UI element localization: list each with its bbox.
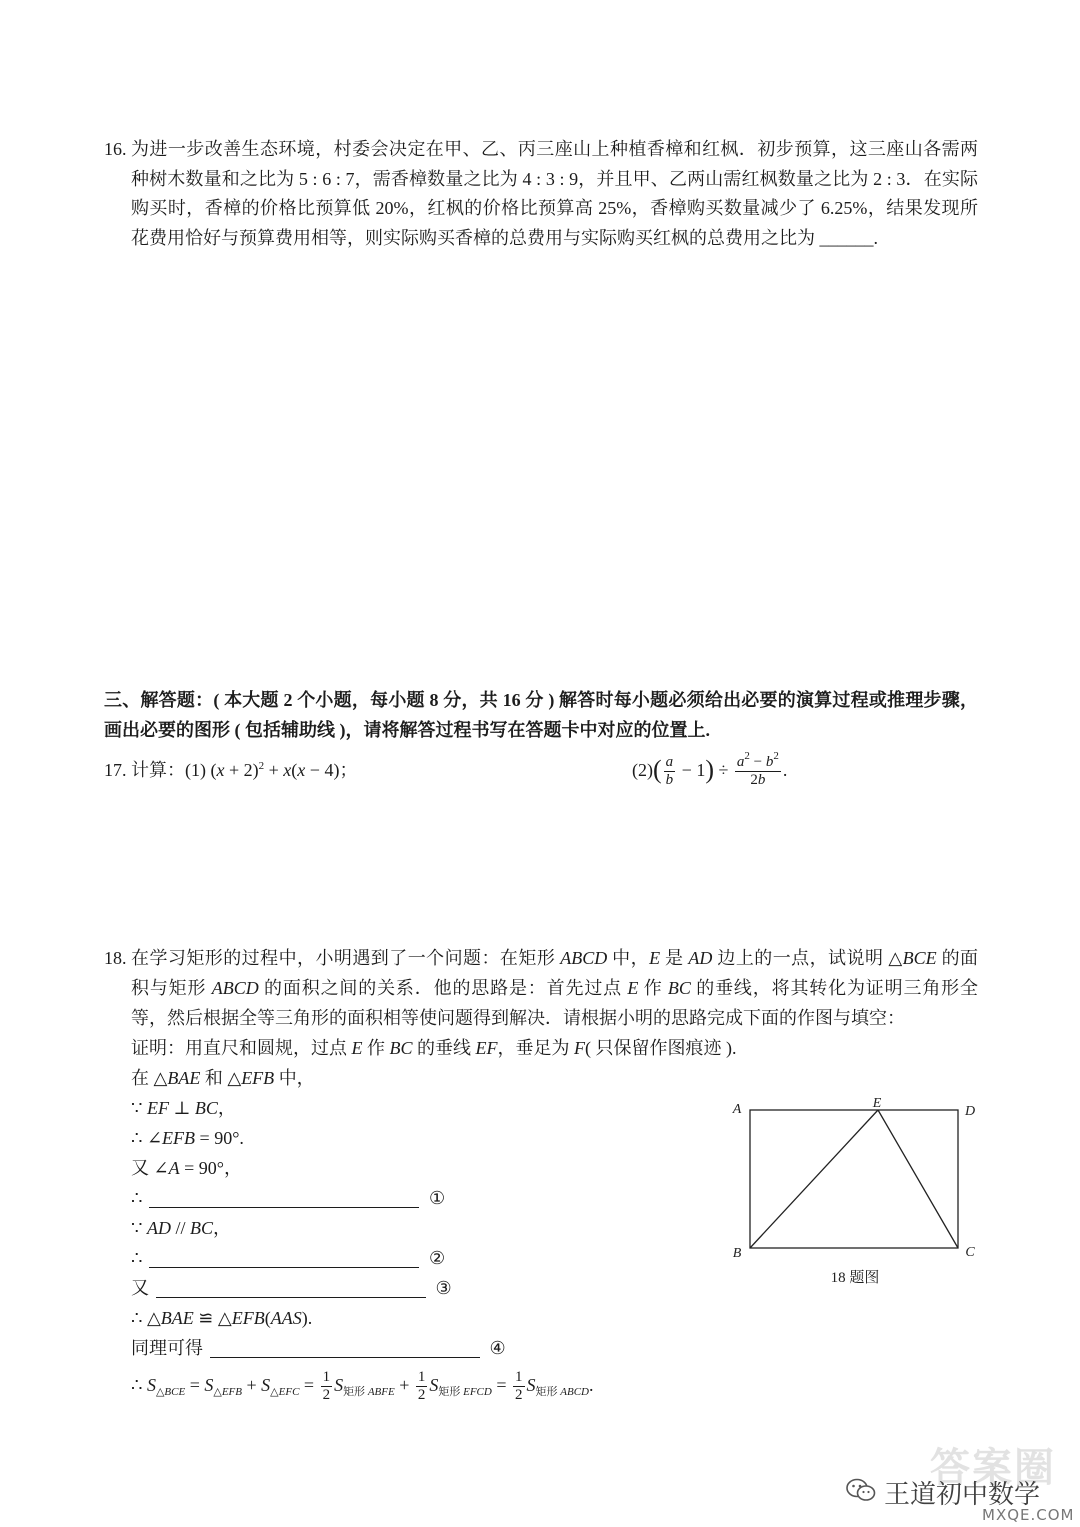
vertex-label-d: D — [964, 1104, 976, 1119]
math-variable: BCE — [902, 948, 937, 968]
math-variable: x — [283, 760, 292, 780]
text-run: 2 — [773, 750, 779, 763]
text-run: ∴ △ — [131, 1308, 161, 1328]
text-line — [131, 194, 978, 224]
text-run: 2 — [258, 760, 265, 772]
numerator — [416, 1369, 428, 1387]
math-variable: S — [526, 1375, 536, 1395]
text-run: 画出必要的图形 ( 包括辅助线 )，请将解答过程书写在答题卡中对应的位置上. — [104, 720, 710, 740]
watermark-site: MXQE.COM — [982, 1506, 1075, 1524]
rectangle-abcd — [750, 1110, 958, 1248]
text-run: ∴ ∠ — [131, 1128, 163, 1148]
text-run: + 2) — [224, 760, 259, 780]
math-variable: EFCD — [463, 1386, 492, 1398]
answer-blank — [149, 1189, 419, 1208]
math-variable: ABFE — [367, 1386, 395, 1398]
watermark-account-name: 王道初中数学 — [884, 1480, 1041, 1510]
text-run: 购买时，香樟的价格比预算低 20%，红枫的价格比预算高 25%，香樟购买数量减少了 6.25%，结果发现所 — [131, 198, 978, 218]
math-variable: AD — [688, 948, 713, 968]
text-run: ( — [264, 1308, 271, 1328]
answer-blank — [156, 1279, 426, 1298]
text-line — [131, 973, 978, 1003]
math-variable: a — [736, 754, 745, 771]
question-16-text — [104, 135, 978, 253]
text-run: 又 ∠ — [131, 1158, 169, 1178]
text-run: (2) — [632, 760, 653, 780]
text-run: 中， — [274, 1068, 315, 1088]
math-variable: x — [297, 760, 306, 780]
text-run: ÷ — [714, 760, 733, 780]
math-variable: S — [334, 1375, 344, 1395]
text-run: . — [588, 1375, 594, 1395]
math-variable: E — [627, 978, 639, 998]
text-run: 2 — [750, 772, 758, 789]
math-variable: b — [665, 772, 674, 789]
text-run: 在 △ — [131, 1068, 168, 1088]
text-run: 等，然后根据全等三角形的面积相等使问题得到解决．请根据小明的思路完成下面的作图与填空： — [131, 1008, 905, 1028]
text-run: 是 — [660, 948, 689, 968]
subscript — [156, 1386, 185, 1398]
text-run: 2 — [322, 1387, 331, 1404]
text-run: // — [170, 1218, 190, 1238]
text-run: 花费用恰好与预算费用相等，则实际购买香樟的总费用与实际购买红枫的总费用之比为 ______. — [131, 227, 878, 248]
section-3-text — [104, 685, 978, 745]
math-variable: S — [146, 1375, 156, 1395]
text-line — [104, 685, 978, 715]
text-run: 的面积之间的关系．他的思路是：首先过点 — [258, 978, 628, 998]
numerator — [513, 1369, 525, 1387]
text-run: 为进一步改善生态环境，村委会决定在甲、乙、丙三座山上种植香樟和红枫．初步预算，这三座山各需两 — [131, 139, 978, 159]
denominator — [748, 772, 767, 789]
math-variable: EFB — [162, 1128, 196, 1148]
text-run: ，垂足为 — [497, 1038, 575, 1058]
text-line — [131, 1303, 978, 1333]
math-variable: S — [429, 1375, 439, 1395]
text-run: △ — [213, 1386, 222, 1398]
math-variable: EFB — [221, 1386, 242, 1398]
numerator — [321, 1369, 333, 1387]
subscript — [270, 1386, 299, 1398]
text-run: ∴ — [131, 1188, 147, 1208]
question-17-part-2 — [632, 748, 787, 792]
math-variable: BC — [389, 1038, 413, 1058]
text-run: − — [749, 754, 766, 771]
text-run: ∴ — [131, 1248, 147, 1268]
subscript — [213, 1386, 242, 1398]
text-run: ， — [212, 1218, 231, 1238]
text-run: 边上的一点，试说明 △ — [712, 948, 903, 968]
text-run: 2 — [744, 750, 750, 763]
text-run: − 1 — [677, 760, 706, 780]
text-line — [104, 715, 978, 745]
text-line — [131, 1333, 978, 1363]
blank-number: ③ — [435, 1278, 452, 1298]
math-variable: ABCD — [211, 978, 259, 998]
numerator — [664, 754, 676, 772]
text-run: + — [394, 1375, 414, 1395]
math-variable: E — [649, 948, 661, 968]
text-line — [131, 943, 978, 973]
question-number: 16. — [104, 139, 127, 159]
text-run: 中， — [607, 948, 650, 968]
math-variable: BC — [194, 1098, 218, 1118]
text-run: 矩形 — [438, 1386, 464, 1398]
text-run: △ — [270, 1386, 279, 1398]
text-run: 证明：用直尺和圆规，过点 — [131, 1038, 352, 1058]
math-variable: EFB — [231, 1308, 265, 1328]
text-run: . — [782, 760, 788, 780]
text-run: ∴ — [131, 1375, 147, 1395]
question-18-figure — [720, 1090, 990, 1290]
text-run: + — [242, 1375, 262, 1395]
vertex-label-b: B — [732, 1246, 742, 1261]
math-variable: E — [351, 1038, 363, 1058]
text-run: ( — [291, 760, 298, 780]
text-run: ， — [217, 1098, 236, 1118]
wechat-icon — [846, 1477, 876, 1503]
question-number: 17. — [104, 760, 127, 780]
watermark-logo: 答案圈 — [930, 1445, 1056, 1490]
math-variable: A — [168, 1158, 180, 1178]
math-variable: EF — [146, 1098, 169, 1118]
text-run: ( 只保留作图痕迹 ). — [585, 1038, 737, 1058]
question-number: 18. — [104, 948, 127, 968]
text-run: 1 — [515, 1369, 523, 1386]
text-run: 的垂线，将其转化为证明三角形全 — [690, 978, 979, 998]
text-run: 计算：(1) ( — [131, 760, 217, 780]
fraction — [664, 754, 676, 789]
math-variable: BAE — [167, 1068, 201, 1088]
denominator — [513, 1387, 525, 1404]
text-run: ∵ — [131, 1098, 147, 1118]
text-run: = 90°， — [179, 1158, 242, 1178]
text-run: 矩形 — [535, 1386, 561, 1398]
math-variable: BC — [667, 978, 691, 998]
answer-blank — [210, 1339, 480, 1358]
text-run: 积与矩形 — [131, 978, 212, 998]
blank-number: ④ — [489, 1338, 506, 1358]
question-16 — [104, 135, 978, 253]
math-variable: BC — [189, 1218, 213, 1238]
math-variable: EFC — [278, 1386, 300, 1398]
text-run: 1 — [322, 1369, 331, 1386]
text-line — [131, 135, 978, 165]
text-run: 同理可得 — [131, 1338, 208, 1358]
text-run: = 90°. — [195, 1128, 244, 1148]
math-variable: EFB — [241, 1068, 275, 1088]
math-variable: x — [216, 760, 225, 780]
text-run: ∵ — [131, 1218, 147, 1238]
math-variable: b — [757, 772, 766, 789]
text-run: 种树木数量和之比为 5 : 6 : 7，需香樟数量之比为 4 : 3 : 9，并且甲、乙两山需红枫数量之比为 2 : 3．在实际 — [131, 168, 978, 189]
vertex-label-e: E — [872, 1096, 882, 1111]
math-variable: S — [204, 1375, 214, 1395]
math-variable: b — [765, 754, 774, 771]
math-variable: AD — [146, 1218, 171, 1238]
text-run: = — [299, 1375, 319, 1395]
text-run: 在学习矩形的过程中，小明遇到了一个问题：在矩形 — [131, 948, 561, 968]
vertex-label-a: A — [732, 1102, 742, 1117]
subscript — [438, 1386, 491, 1398]
vertex-label-c: C — [965, 1245, 975, 1260]
math-variable: S — [261, 1375, 271, 1395]
text-line — [131, 1363, 978, 1407]
text-run: △ — [155, 1386, 165, 1398]
text-run: ). — [301, 1308, 313, 1328]
text-line — [131, 224, 978, 254]
blank-number: ② — [428, 1248, 446, 1268]
denominator — [321, 1387, 333, 1404]
large-parenthesis: ) — [705, 755, 714, 784]
figure-caption: 18 题图 — [830, 1270, 880, 1286]
section-3-instructions — [104, 685, 978, 745]
answer-blank — [149, 1249, 419, 1268]
subscript — [536, 1386, 589, 1398]
text-run: ⊥ — [168, 1098, 195, 1118]
blank-number: ① — [428, 1188, 446, 1208]
text-run: 的垂线 — [412, 1038, 476, 1058]
text-line — [131, 1063, 978, 1093]
fraction — [416, 1369, 428, 1404]
text-run: − 4)； — [305, 760, 358, 780]
segment-be — [750, 1110, 878, 1248]
text-run: 2 — [515, 1387, 523, 1404]
large-parenthesis: ( — [653, 755, 662, 784]
text-run: 作 — [362, 1038, 390, 1058]
text-run: 1 — [417, 1369, 426, 1386]
denominator — [416, 1387, 428, 1404]
text-line — [131, 1033, 978, 1063]
fraction — [321, 1369, 333, 1404]
math-variable: BCE — [164, 1386, 186, 1398]
text-run: 2 — [417, 1387, 426, 1404]
math-variable: ABCD — [560, 1386, 589, 1398]
denominator — [664, 772, 676, 789]
math-variable: a — [665, 754, 674, 771]
text-run: 又 — [131, 1278, 154, 1298]
fraction — [735, 750, 781, 789]
math-variable: EF — [475, 1038, 498, 1058]
text-run: 和 △ — [200, 1068, 242, 1088]
numerator — [735, 750, 781, 772]
question-17-part-1 — [131, 748, 357, 792]
math-variable: ABCD — [560, 948, 608, 968]
text-run: 三、解答题：( 本大题 2 个小题，每小题 8 分，共 16 分 ) 解答时每小题必须给出必要的演算过程或推理步骤， — [104, 690, 978, 710]
text-run: 的面 — [936, 948, 979, 968]
fraction — [513, 1369, 525, 1404]
text-run: = — [491, 1375, 511, 1395]
segment-ec — [878, 1110, 958, 1248]
watermark — [840, 1430, 1075, 1522]
text-line — [131, 1003, 978, 1033]
math-variable: AAS — [270, 1308, 302, 1328]
math-variable: F — [574, 1038, 586, 1058]
question-17 — [104, 748, 978, 792]
text-line — [131, 165, 978, 195]
subscript — [343, 1386, 395, 1398]
math-variable: BAE — [160, 1308, 194, 1328]
text-run: ≌ △ — [193, 1308, 232, 1328]
text-run: 矩形 — [343, 1386, 368, 1398]
superscript — [773, 750, 779, 762]
text-run: 作 — [638, 978, 668, 998]
text-run: = — [185, 1375, 205, 1395]
text-run: + — [264, 760, 284, 780]
